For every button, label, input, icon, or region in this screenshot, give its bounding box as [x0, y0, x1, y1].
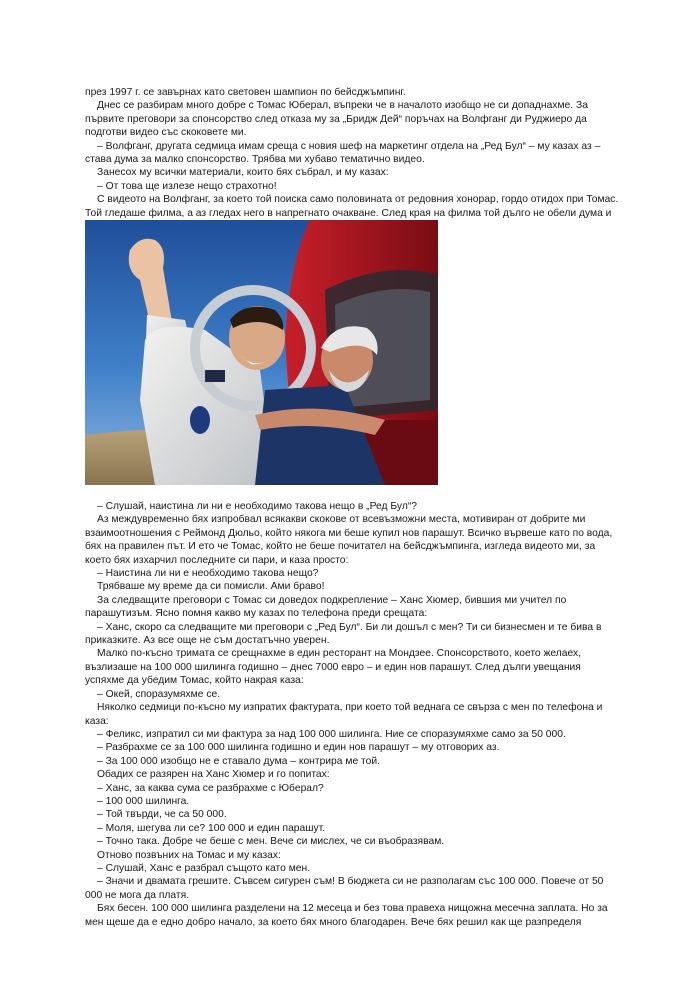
- paragraph: – Ханс, за каква сума се разбрахме с Юберал?: [97, 782, 324, 794]
- paragraph: Бях бесен. 100 000 шилинга разделени на 12 месеца и без това правеха нищожна месечна заплата. Но за мен щеше да е едно добро начало, за което бях много благодарен. Вече бях решил как ще разпределя: [85, 903, 608, 928]
- paragraph: – Значи и двамата грешите. Съвсем сигурен съм! В бюджета си не разполагам със 100 000. Повече от 50 000 не мога да платя.: [85, 876, 604, 901]
- paragraph: Обадих се разярен на Ханс Хюмер и го попитах:: [97, 769, 330, 781]
- paragraph: – Ханс, скоро са следващите ми преговори с „Ред Бул“. Би ли дошъл с мен? Ти си бизнесмен и те бива в приказките. Аз все още не съм достатъчно уверен.: [85, 621, 602, 647]
- paragraph: Трябваше му време да си помисли. Ами браво!: [97, 581, 325, 593]
- paragraph: Днес се разбирам много добре с Томас Юберал, въпреки че в началото изобщо не си допаднахме. За първите преговори за спонсорство след отказа му за „Бридж Дей“ поръчах на Волфганг ди Руджиеро да подготви видео със скоковете ми.: [85, 100, 588, 139]
- paragraph: Няколко седмици по-късно му изпратих фактурата, при което той веднага се свърза с мен по телефона и каза:: [85, 702, 603, 727]
- celebration-photo: [85, 220, 438, 485]
- paragraph: Аз междувременно бях изпробвал всякакви скокове от всевъзможни места, мотивиран от добрите ми взаимоотношения с Реймонд Дюльо, който някога ми беше купил нов парашут. Всичко вървеше като по вода, бях на правилен път. И ето че Томас, който не беше почитател на бейсджъмпинга, изгледа видеото ми, за което бях изхарчил последните си пари, и каза просто:: [85, 514, 613, 566]
- paragraph: – Волфганг, другата седмица имам среща с новия шеф на маркетинг отдела на „Ред Бул“ – му казах аз – става дума за малко спонсорство. Трябва ми хубаво тематично видео.: [85, 140, 601, 166]
- paragraph: За следващите преговори с Томас си доведох подкрепление – Ханс Хюмер, бившия ми учител по парашутизъм. Ясно помня какво му казах по телефона преди срещата:: [85, 594, 567, 620]
- paragraph: Занесох му всички материали, които бях събрал, и му казах:: [97, 167, 389, 179]
- paragraph: – 100 000 шилинга.: [97, 795, 190, 807]
- paragraph: – Феликс, изпратил си ми фактура за над 100 000 шилинга. Ние се споразумяхме само за 50 000.: [97, 728, 566, 740]
- paragraph: Отново позвъних на Томас и му казах:: [97, 849, 281, 861]
- paragraph: Малко по-късно тримата се срещнахме в един ресторант на Мондзее. Спонсорството, което желаех, възлизаше на 100 000 шилинга годишно – днес 7000 евро – и един нов парашут. След дълги увещания успяхме да убедим Томас, който накрая каза:: [85, 648, 582, 687]
- paragraph: – Слушай, Ханс е разбрал същото като мен.: [97, 862, 311, 874]
- paragraph: – За 100 000 изобщо не е ставало дума – контрира ме той.: [97, 755, 380, 767]
- paragraph: – Моля, шегува ли се? 100 000 и един парашут.: [97, 822, 326, 834]
- paragraph: – Точно така. Добре че беше с мен. Вече си мислех, че си въобразявам.: [97, 836, 445, 848]
- paragraph: – Разбрахме се за 100 000 шилинга годишно и един нов парашут – му отговорих аз.: [97, 742, 500, 754]
- paragraph: С видеото на Волфганг, за което той поиска само половината от редовния хонорар, гордо отидох при Томас. Той гледаше филма, а аз гледах него в напрегнато очакване. След края на филма той дълго не обели дума и: [85, 194, 619, 219]
- paragraph: – Наистина ли ни е необходимо такова нещо?: [97, 568, 319, 580]
- top-text-block: [85, 86, 620, 233]
- paragraph: – От това ще излезе нещо страхотно!: [97, 180, 277, 192]
- paragraph: – Той твърди, че са 50 000.: [97, 809, 227, 821]
- paragraph: – Слушай, наистина ли ни е необходимо такова нещо в „Ред Бул“?: [97, 501, 417, 512]
- paragraph: през 1997 г. се завърнах като световен шампион по бейсджъмпинг.: [85, 87, 406, 98]
- paragraph: – Окей, споразумяхме се.: [97, 688, 221, 700]
- bottom-text-block: [85, 500, 620, 929]
